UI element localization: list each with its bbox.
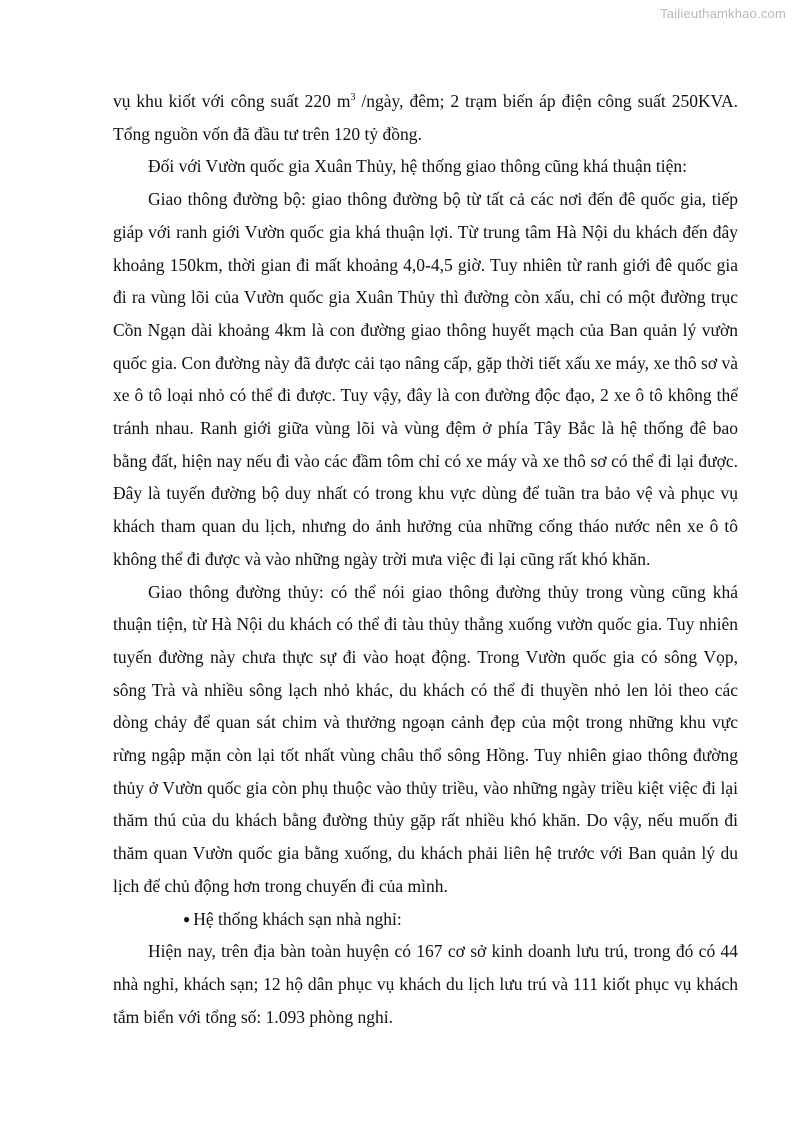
paragraph-1 <box>113 85 738 150</box>
bullet-icon: ● <box>183 911 191 926</box>
paragraph-accommodation: Hiện nay, trên địa bàn toàn huyện có 167 cơ sở kinh doanh lưu trú, trong đó có 44 nhà nghỉ, khách sạn; 12 hộ dân phục vụ khách du lịch lưu trú và 111 kiốt phục vụ khách tắm biển với tổng số: 1.093 phòng nghỉ. <box>113 941 738 1027</box>
bullet-heading-hotels <box>113 903 738 936</box>
paragraph-1-text-a: vụ khu kiốt với công suất 220 m <box>113 91 351 111</box>
paragraph-intro-transport: Đối với Vườn quốc gia Xuân Thủy, hệ thống giao thông cũng khá thuận tiện: <box>148 156 687 177</box>
paragraph-water-transport: Giao thông đường thủy: có thể nói giao thông đường thủy trong vùng cũng khá thuận tiện, từ Hà Nội du khách có thể đi tàu thủy thẳng xuống vườn quốc gia. Tuy nhiên tuyến đường này chưa thực sự đi vào hoạt động. Trong Vườn quốc gia có sông Vọp, sông Trà và nhiều sông lạch nhỏ khác, du khách có thể đi thuyền nhỏ len lỏi theo các dòng chảy để quan sát chim và thưởng ngoạn cảnh đẹp của một trong những khu vực rừng ngập mặn còn lại tốt nhất vùng châu thổ sông Hồng. Tuy nhiên giao thông đường thủy ở Vườn quốc gia còn phụ thuộc vào thủy triều, vào những ngày triều kiệt việc đi lại thăm thú của du khách bằng đường thủy gặp rất nhiều khó khăn. Do vậy, nếu muốn đi thăm quan Vườn quốc gia bằng xuống, du khách phải liên hệ trước với Ban quản lý du lịch để chủ động hơn trong chuyến đi của mình. <box>113 581 738 896</box>
document-body <box>113 85 738 1033</box>
paragraph-1-text-b: /ngày, đêm; 2 trạm biến áp điện công suất 250KVA. Tổng nguồn vốn đã đầu tư trên 120 tỷ đồng. <box>113 91 738 144</box>
bullet-heading-text: Hệ thống khách sạn nhà nghỉ: <box>193 908 402 929</box>
superscript-cubic: 3 <box>350 92 356 104</box>
watermark-text: Tailieuthamkhao.com <box>660 6 786 21</box>
paragraph-road-transport: Giao thông đường bộ: giao thông đường bộ từ tất cả các nơi đến đê quốc gia, tiếp giáp với ranh giới Vườn quốc gia khá thuận lợi. Từ trung tâm Hà Nội du khách đến đây khoảng 150km, thời gian đi mất khoảng 4,0-4,5 giờ. Tuy nhiên từ ranh giới đê quốc gia đi ra vùng lõi của Vườn quốc gia Xuân Thủy thì đường còn xấu, chỉ có một đường trục Cồn Ngạn dài khoảng 4km là con đường giao thông huyết mạch của Ban quản lý vườn quốc gia. Con đường này đã được cải tạo nâng cấp, gặp thời tiết xấu xe máy, xe thô sơ và xe ô tô loại nhỏ có thể đi được. Tuy vậy, đây là con đường độc đạo, 2 xe ô tô không thể tránh nhau. Ranh giới giữa vùng lõi và vùng đệm ở phía Tây Bắc là hệ thống đê bao bằng đất, hiện nay nếu đi vào các đầm tôm chỉ có xe máy và xe thô sơ có thể đi lại được. Đây là tuyến đường bộ duy nhất có trong khu vực dùng để tuần tra bảo vệ và phục vụ khách tham quan du lịch, nhưng do ảnh hưởng của những cống tháo nước nên xe ô tô không thể đi được và vào những ngày trời mưa việc đi lại cũng rất khó khăn. <box>113 189 738 569</box>
